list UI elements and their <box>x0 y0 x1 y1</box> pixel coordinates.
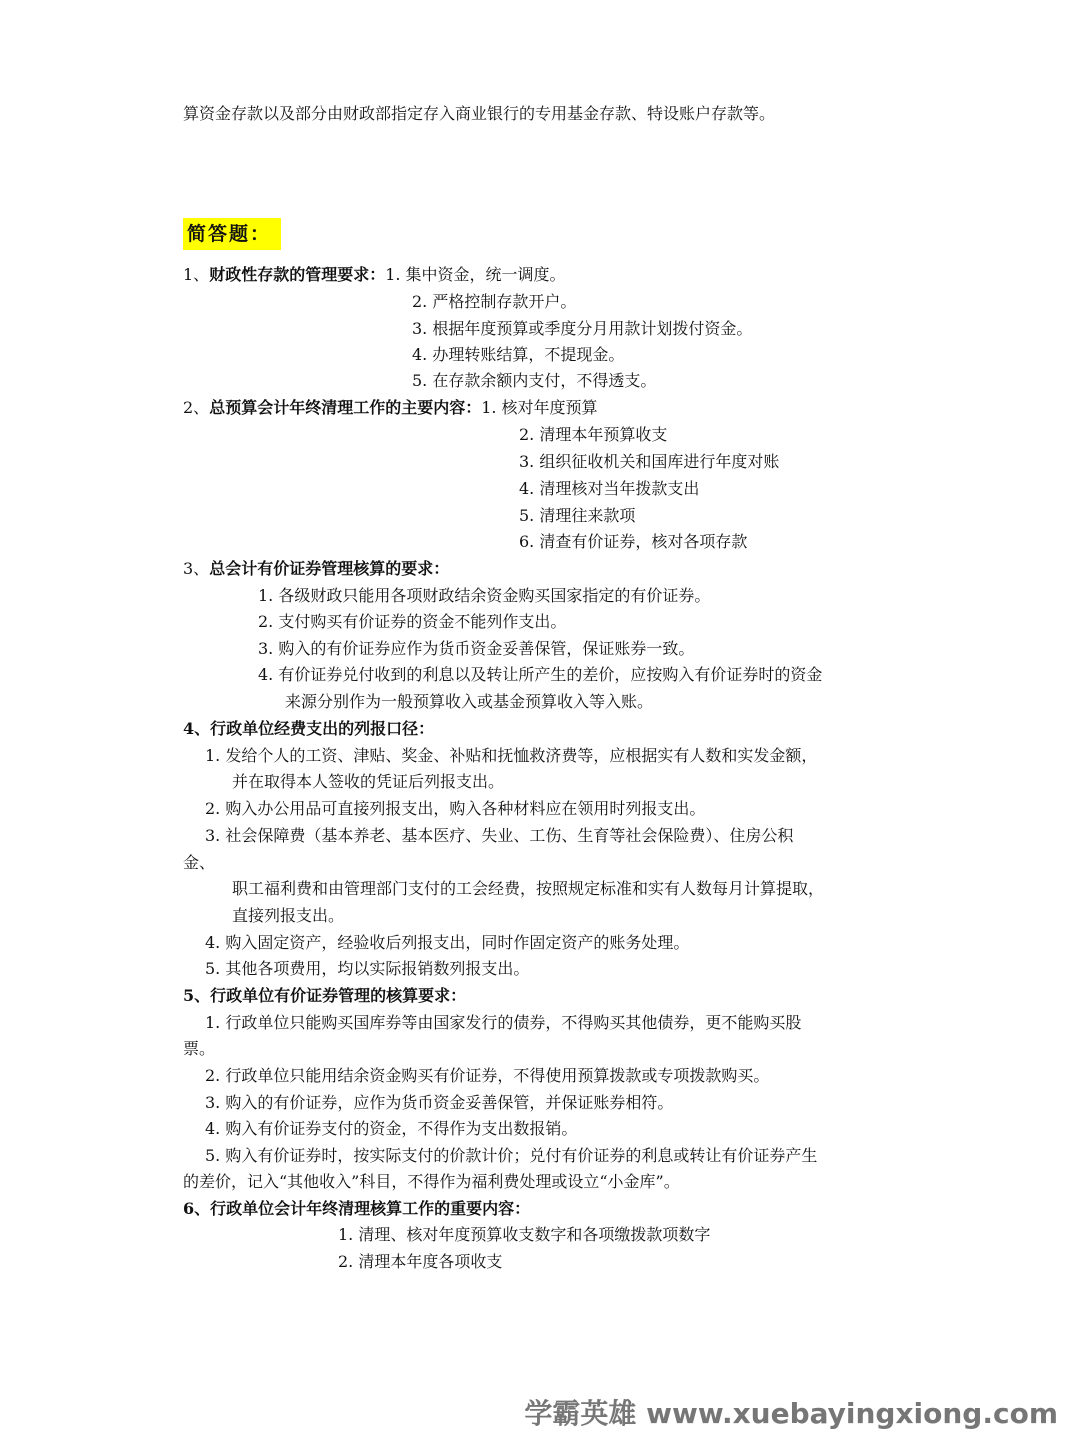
q3-item: 4. 有价证券兑付收到的利息以及转让所产生的差价，应按购入有价证券时的资金 <box>258 665 823 684</box>
q4-item: 1. 发给个人的工资、津贴、奖金、补贴和抚恤救济费等，应根据实有人数和实发金额， <box>205 746 818 765</box>
q2-heading <box>183 395 598 421</box>
q1-item: 3. 根据年度预算或季度分月用款计划拨付资金。 <box>412 319 753 338</box>
intro-line: 算资金存款以及部分由财政部指定存入商业银行的专用基金存款、特设账户存款等。 <box>183 104 776 123</box>
q6-item: 1. 清理、核对年度预算收支数字和各项缴拨款项数字 <box>338 1225 711 1244</box>
q5-item: 5. 购入有价证券时，按实际支付的价款计价；兑付有价证券的利息或转让有价证券产生 <box>205 1146 818 1165</box>
q4-item-cont: 职工福利费和由管理部门支付的工会经费，按照规定标准和实有人数每月计算提取， <box>232 879 825 898</box>
q2-item: 1. 核对年度预算 <box>481 398 598 417</box>
q5-item: 2. 行政单位只能用结余资金购买有价证券，不得使用预算拨款或专项拨款购买。 <box>205 1066 770 1085</box>
q2-item: 5. 清理往来款项 <box>519 506 636 525</box>
q5-item: 1. 行政单位只能购买国库券等由国家发行的债券，不得购买其他债券，更不能购买股 <box>205 1013 802 1032</box>
section-title: 简答题： <box>183 218 281 250</box>
q3-item: 3. 购入的有价证券应作为货币资金妥善保管，保证账券一致。 <box>258 639 695 658</box>
q4-item: 4. 购入固定资产，经验收后列报支出，同时作固定资产的账务处理。 <box>205 933 690 952</box>
q5-item: 4. 购入有价证券支付的资金，不得作为支出数报销。 <box>205 1119 578 1138</box>
q3-item: 2. 支付购买有价证券的资金不能列作支出。 <box>258 612 567 631</box>
q3-heading <box>183 556 449 582</box>
q4-item-cont: 金、 <box>183 853 216 872</box>
q4-item: 3. 社会保障费（基本养老、基本医疗、失业、工伤、生育等社会保险费）、住房公积 <box>205 826 794 845</box>
q6-heading: 6、行政单位会计年终清理核算工作的重要内容： <box>183 1199 531 1218</box>
q2-item: 6. 清查有价证券，核对各项存款 <box>519 532 748 551</box>
q2-item: 2. 清理本年预算收支 <box>519 425 668 444</box>
q1-label: 1、 <box>183 265 210 284</box>
q5-item-cont: 票。 <box>183 1039 216 1058</box>
q3-title: 总会计有价证券管理核算的要求： <box>209 559 450 578</box>
q2-title: 总预算会计年终清理工作的主要内容： <box>209 398 482 417</box>
q6-item: 2. 清理本年度各项收支 <box>338 1252 503 1271</box>
q5-item-cont: 的差价，记入“其他收入”科目，不得作为福利费处理或设立“小金库”。 <box>183 1172 680 1191</box>
q2-item: 4. 清理核对当年拨款支出 <box>519 479 700 498</box>
q1-item: 2. 严格控制存款开户。 <box>412 292 577 311</box>
q4-item: 2. 购入办公用品可直接列报支出，购入各种材料应在领用时列报支出。 <box>205 799 706 818</box>
q1-title: 财政性存款的管理要求： <box>209 265 386 284</box>
q1-item: 5. 在存款余额内支付，不得透支。 <box>412 371 657 390</box>
q1-heading <box>183 262 566 288</box>
q5-heading: 5、行政单位有价证券管理的核算要求： <box>183 986 467 1005</box>
q4-item-cont: 并在取得本人签收的凭证后列报支出。 <box>232 772 505 791</box>
q2-item: 3. 组织征收机关和国库进行年度对账 <box>519 452 780 471</box>
q1-item: 4. 办理转账结算，不提现金。 <box>412 345 625 364</box>
q2-label: 2、 <box>183 398 210 417</box>
q3-label: 3、 <box>183 559 210 578</box>
q5-item: 3. 购入的有价证券，应作为货币资金妥善保管，并保证账券相符。 <box>205 1093 674 1112</box>
q3-item-cont: 来源分别作为一般预算收入或基金预算收入等入账。 <box>285 692 654 711</box>
q4-heading: 4、行政单位经费支出的列报口径： <box>183 719 435 738</box>
q4-item: 5. 其他各项费用，均以实际报销数列报支出。 <box>205 959 530 978</box>
q1-item: 1. 集中资金，统一调度。 <box>385 265 566 284</box>
q4-item-cont: 直接列报支出。 <box>232 906 345 925</box>
q3-item: 1. 各级财政只能用各项财政结余资金购买国家指定的有价证券。 <box>258 586 711 605</box>
watermark: 学霸英雄 www.xuebayingxiong.com <box>524 1397 1058 1430</box>
